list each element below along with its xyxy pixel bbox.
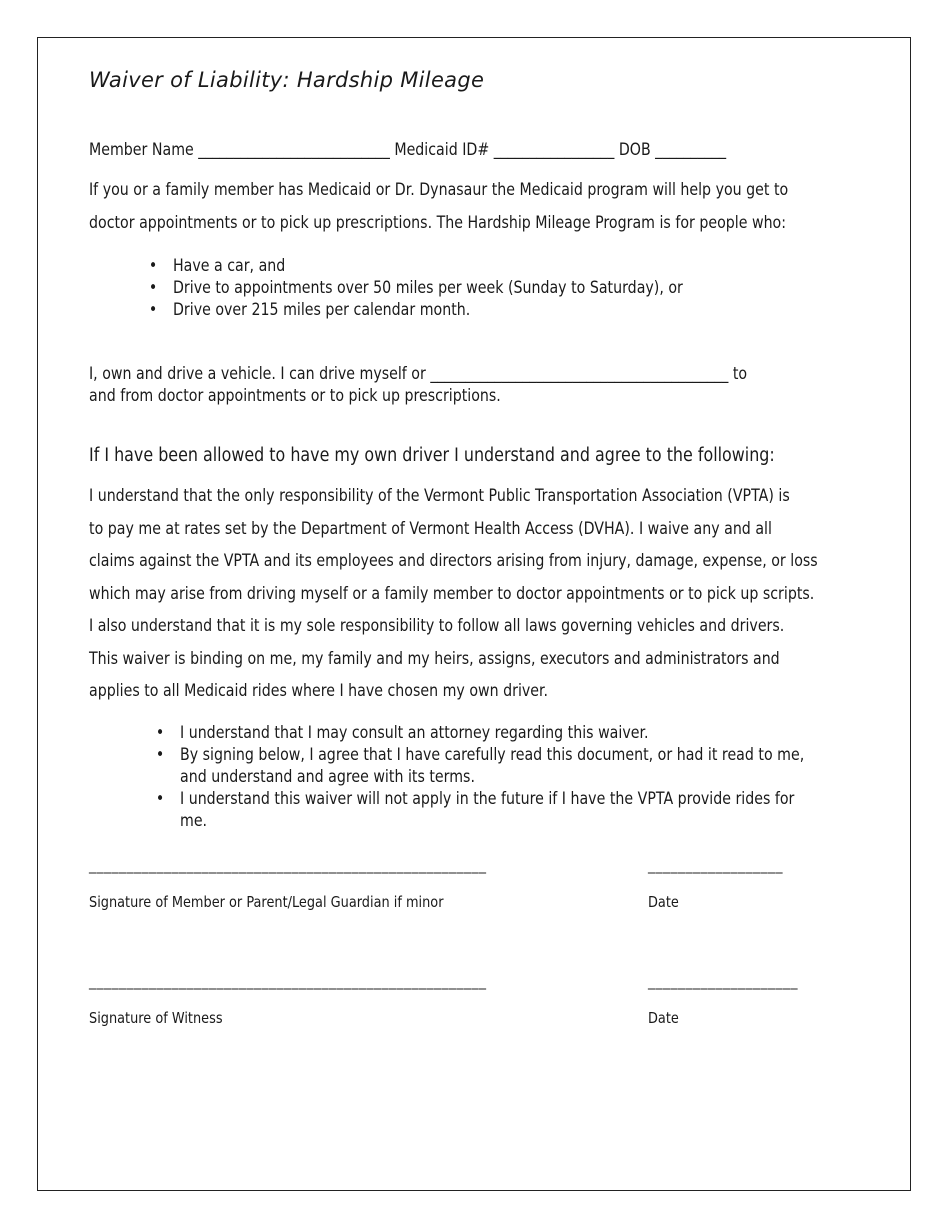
waiver-line: applies to all Medicaid rides where I have chosen my own driver. <box>89 681 549 700</box>
witness-signature-label: Signature of Witness <box>89 1009 223 1027</box>
list-item: • I understand that I may consult an attorney regarding this waiver. <box>155 723 649 742</box>
member-info-line[interactable]: Member Name ___________________________ Medicaid ID# _________________ DOB __________ <box>89 140 727 159</box>
member-signature-field[interactable]: _____________________________________________________ <box>89 858 487 874</box>
member-date-field[interactable]: __________________ <box>648 858 783 874</box>
acknowledgement-list <box>155 722 805 832</box>
list-item: • Have a car, and <box>148 256 286 275</box>
member-date-label: Date <box>648 893 679 911</box>
member-signature-label: Signature of Member or Parent/Legal Guardian if minor <box>89 893 444 911</box>
list-item-continued: me. <box>180 811 208 830</box>
waiver-line: I understand that the only responsibility of the Vermont Public Transportation Association (VPTA) is <box>89 486 790 505</box>
list-item: • Drive to appointments over 50 miles per week (Sunday to Saturday), or <box>148 278 683 297</box>
list-item: • Drive over 215 miles per calendar month. <box>148 300 471 319</box>
witness-date-label: Date <box>648 1009 679 1027</box>
waiver-line: This waiver is binding on me, my family and my heirs, assigns, executors and administrators and <box>89 648 780 668</box>
driver-name-line[interactable]: I, own and drive a vehicle. I can drive myself or __________________________________________ to <box>89 364 748 383</box>
list-item: • I understand this waiver will not apply in the future if I have the VPTA provide rides for <box>155 789 795 808</box>
waiver-line: I also understand that it is my sole responsibility to follow all laws governing vehicles and drivers. <box>89 616 785 635</box>
intro-line: If you or a family member has Medicaid or Dr. Dynasaur the Medicaid program will help you get to <box>89 180 789 199</box>
witness-signature-field[interactable]: _____________________________________________________ <box>89 974 487 990</box>
list-item-continued: and understand and agree with its terms. <box>180 767 475 786</box>
own-driver-heading: If I have been allowed to have my own driver I understand and agree to the following: <box>89 445 775 466</box>
waiver-line: to pay me at rates set by the Department of Vermont Health Access (DVHA). I waive any and all <box>89 518 772 538</box>
bullet-icon: • <box>155 723 165 742</box>
bullet-icon: • <box>148 300 158 319</box>
intro-line: doctor appointments or to pick up prescriptions. The Hardship Mileage Program is for people who: <box>89 212 787 232</box>
waiver-line: which may arise from driving myself or a family member to doctor appointments or to pick up scripts. <box>89 583 815 603</box>
bullet-icon: • <box>148 256 158 275</box>
form-title: Waiver of Liability: Hardship Mileage <box>89 68 485 92</box>
intro-paragraph <box>89 174 789 239</box>
bullet-icon: • <box>155 789 165 808</box>
bullet-icon: • <box>155 745 165 764</box>
bullet-icon: • <box>148 278 158 297</box>
drive-statement-continued: and from doctor appointments or to pick up prescriptions. <box>89 386 501 405</box>
waiver-line: claims against the VPTA and its employees and directors arising from injury, damage, expense, or loss <box>89 551 818 570</box>
eligibility-list <box>148 255 683 321</box>
list-item: • By signing below, I agree that I have carefully read this document, or had it read to me, <box>155 745 805 764</box>
waiver-paragraph <box>89 480 818 708</box>
witness-date-field[interactable]: ____________________ <box>648 974 798 990</box>
